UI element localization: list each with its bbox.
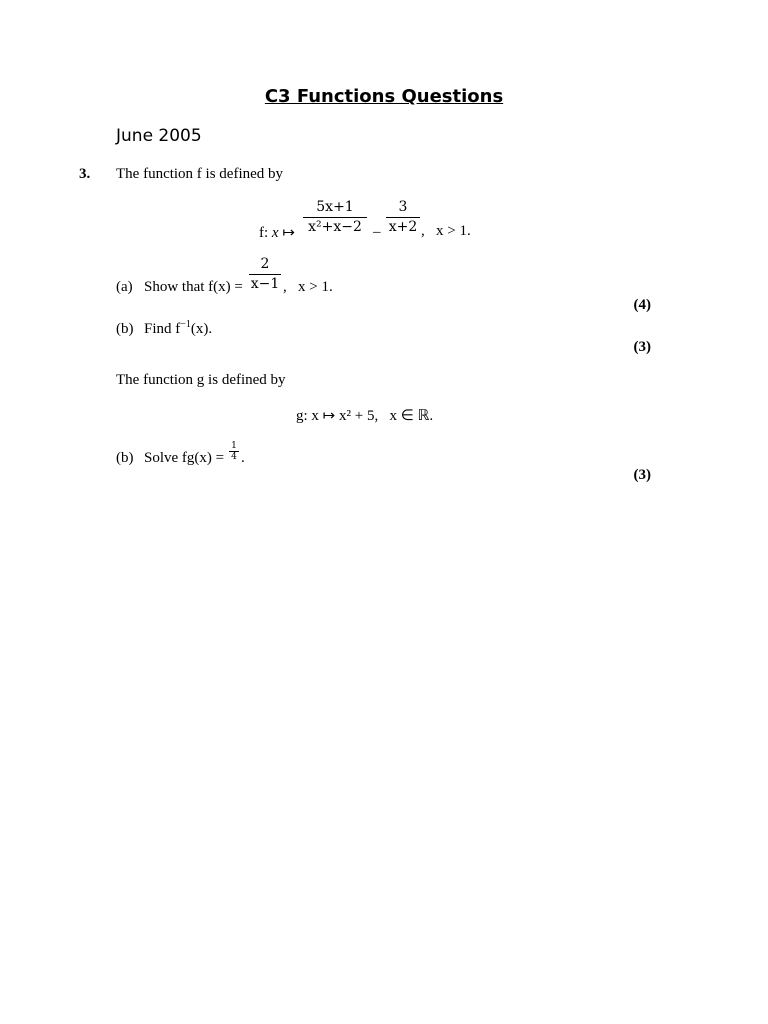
part-b1-marks: (3) [633, 339, 651, 355]
f-fraction-1-numerator: 5x+1 [303, 199, 367, 218]
part-b2-text: Solve fg(x) = [144, 450, 225, 466]
part-a-text: Show that f(x) = [144, 279, 243, 295]
f-fraction-1-denominator: x²+x−2 [308, 219, 362, 235]
part-b2-marks: (3) [633, 467, 651, 483]
f-fraction-2-numerator: 3 [386, 199, 420, 218]
part-a-marks: (4) [633, 297, 651, 313]
f-fraction-2-denominator: x+2 [388, 219, 418, 235]
exam-session: June 2005 [116, 126, 202, 146]
part-a-domain: , x > 1. [283, 279, 333, 295]
part-b1-label: (b) [116, 321, 134, 337]
part-b2-label: (b) [116, 450, 134, 466]
part-a-numerator: 2 [249, 256, 281, 275]
f-fraction-1 [303, 199, 367, 236]
minus-sign: – [373, 224, 381, 240]
part-a-fraction [249, 256, 281, 293]
part-b1-find: Find f [144, 321, 181, 337]
part-b1-text [144, 321, 212, 338]
part-b2-end: . [241, 450, 245, 466]
f-fraction-2 [386, 199, 420, 236]
maps-to-symbol: ↦ [282, 225, 295, 241]
f-definition-prefix [259, 223, 295, 242]
f-domain: , x > 1. [421, 223, 471, 239]
part-a-denominator: x−1 [250, 276, 280, 292]
g-definition: g: x ↦ x² + 5, x ∈ ℝ. [296, 408, 434, 424]
part-b2-fraction [229, 441, 239, 462]
page-title: C3 Functions Questions [264, 86, 504, 107]
part-b1-after: (x). [190, 321, 213, 337]
inverse-superscript: −1 [180, 319, 191, 330]
f-prefix: f: [259, 225, 272, 241]
part-b2-denominator: 4 [231, 452, 237, 462]
question-number: 3. [79, 166, 91, 182]
intro-g: The function g is defined by [116, 372, 286, 388]
part-a-label: (a) [116, 279, 133, 295]
part-b2-numerator: 1 [229, 441, 239, 452]
intro-f: The function f is defined by [116, 166, 284, 182]
f-variable: x [271, 225, 279, 241]
